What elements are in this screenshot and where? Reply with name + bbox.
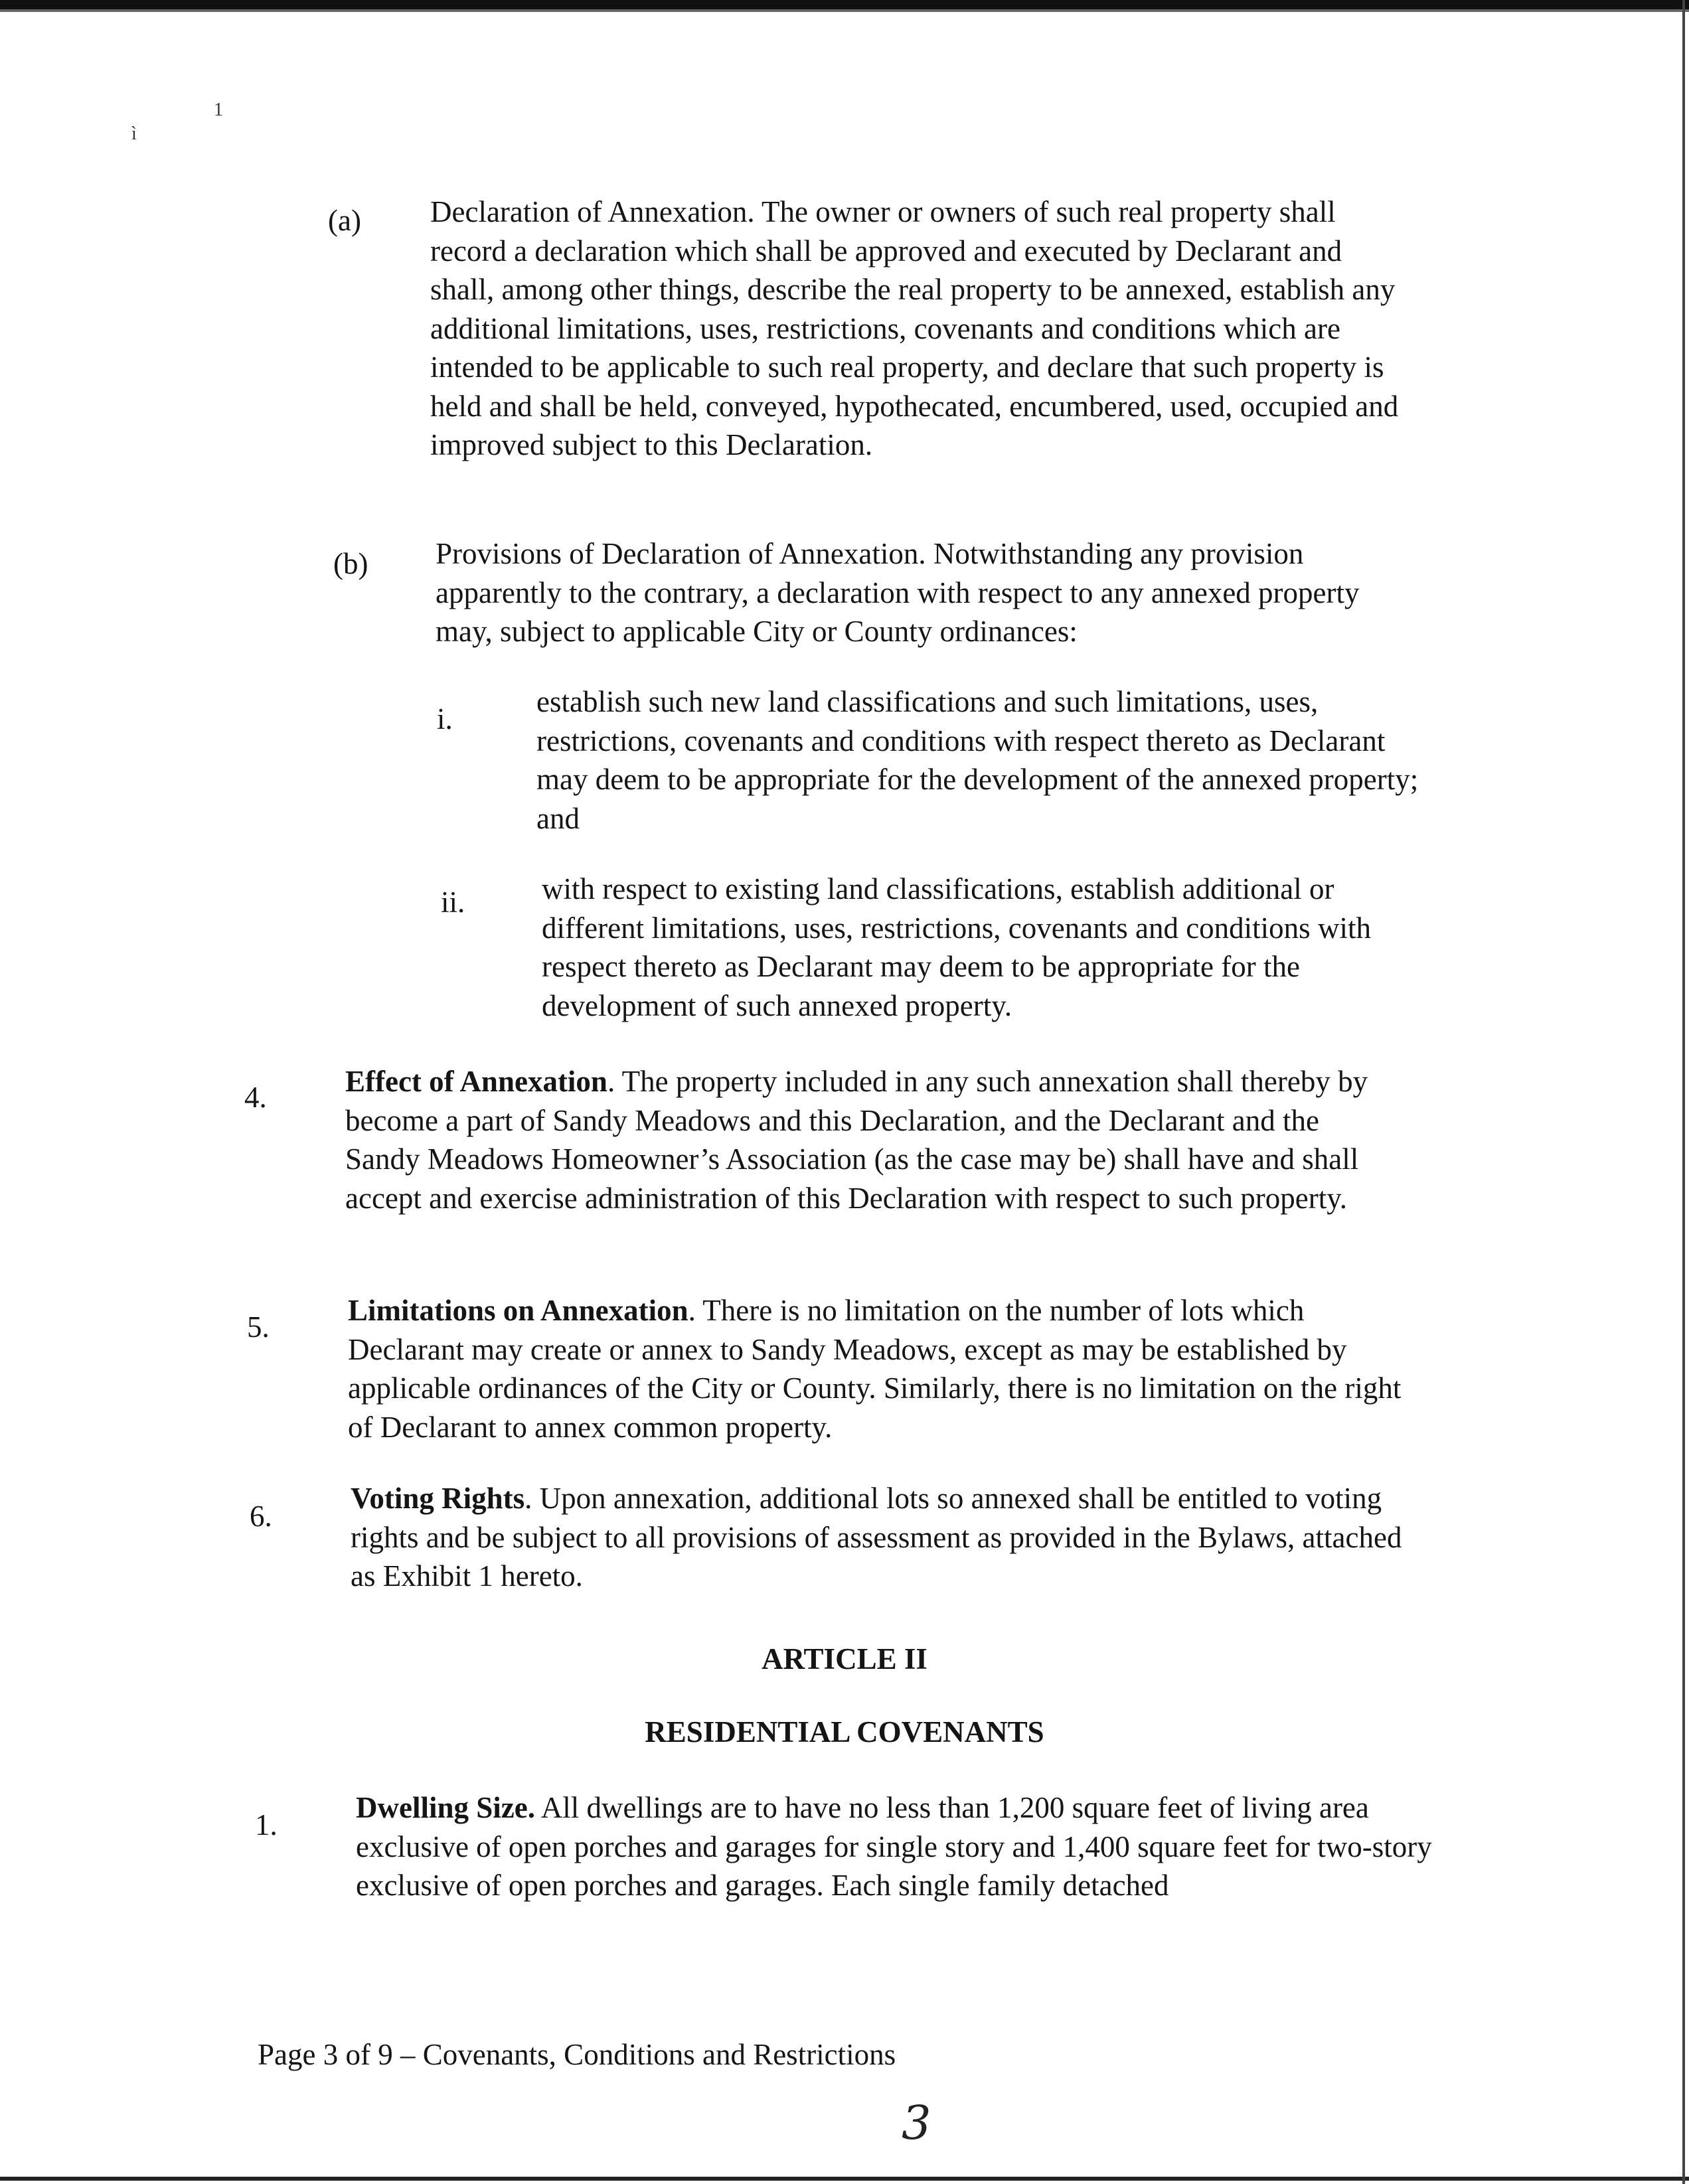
scan-speck: 1 — [214, 100, 223, 120]
paragraph-b-body: Notwithstanding any provision apparently to the contrary, a declaration with respect to any annexed property may, subject to applicable City or County ordinances: — [436, 537, 1360, 648]
article-number: ARTICLE II — [762, 1642, 927, 1676]
paragraph-b-lead: Provisions of Declaration of Annexation. — [436, 537, 926, 570]
paragraph-a — [430, 193, 1413, 465]
section-4-body: . The property included in any such annexation shall thereby by become a part of Sandy Meadows and this Declaration, and the Declarant and the Sandy Meadows Homeowner’s Association (as the case may be) shall have and shall accept and exercise administration of this Declaration with respect to such property. — [345, 1065, 1368, 1215]
section-6 — [351, 1479, 1413, 1596]
covenant-1 — [356, 1788, 1438, 1905]
page-footer: Page 3 of 9 – Covenants, Conditions and Restrictions — [258, 2038, 896, 2071]
item-label-b-i: i. — [437, 702, 453, 736]
article-title: RESIDENTIAL COVENANTS — [645, 1715, 1044, 1749]
section-4-heading: Effect of Annexation — [345, 1065, 607, 1098]
paragraph-b — [436, 534, 1418, 651]
section-5 — [348, 1291, 1410, 1446]
section-5-heading: Limitations on Annexation — [348, 1294, 688, 1327]
section-number-4: 4. — [244, 1081, 267, 1114]
section-5-body: . There is no limitation on the number of lots which Declarant may create or annex to Sandy Meadows, except as may be established by applicable ordinances of the City or County. Similarly, there is no limitation on the right of Declarant to annex common property. — [348, 1294, 1402, 1444]
item-label-b: (b) — [333, 547, 368, 580]
section-4 — [345, 1062, 1381, 1217]
paragraph-a-lead: Declaration of Annexation. — [430, 195, 755, 228]
covenant-1-body: All dwellings are to have no less than 1,200 square feet of living area exclusive of open porches and garages for single story and 1,400 square feet for two-story exclusive of open porches and garages. Each single family detached — [356, 1791, 1432, 1902]
paragraph-b-ii: with respect to existing land classifications, establish additional or different limitations, uses, restrictions, covenants and conditions with respect thereto as Declarant may deem to be appropriate for the development of such annexed property. — [542, 872, 1371, 1022]
item-label-a: (a) — [328, 204, 361, 237]
handwritten-page-number: 3 — [902, 2096, 931, 2150]
paragraph-a-body: The owner or owners of such real property shall record a declaration which shall be approved and executed by Declarant and shall, among other things, describe the real property to be annexed, establish any additional limitations, uses, restrictions, covenants and conditions which are intended to be applicable to such real property, and declare that such property is held and shall be held, conveyed, hypothecated, encumbered, used, occupied and improved subject to this Declaration. — [430, 195, 1399, 461]
section-number-5: 5. — [247, 1310, 270, 1344]
section-6-body: . Upon annexation, additional lots so annexed shall be entitled to voting rights and be subject to all provisions of assessment as provided in the Bylaws, attached as Exhibit 1 hereto. — [351, 1482, 1402, 1593]
covenant-number-1: 1. — [255, 1808, 278, 1841]
scan-speck: ì — [131, 123, 137, 144]
covenant-1-heading: Dwelling Size. — [356, 1791, 535, 1824]
paragraph-b-i: establish such new land classifications and such limitations, uses, restrictions, covenants and conditions with respect thereto as Declarant may deem to be appropriate for the development of the annexed property; and — [536, 685, 1419, 835]
section-number-6: 6. — [250, 1500, 272, 1533]
section-6-heading: Voting Rights — [351, 1482, 525, 1515]
item-label-b-ii: ii. — [441, 886, 465, 919]
